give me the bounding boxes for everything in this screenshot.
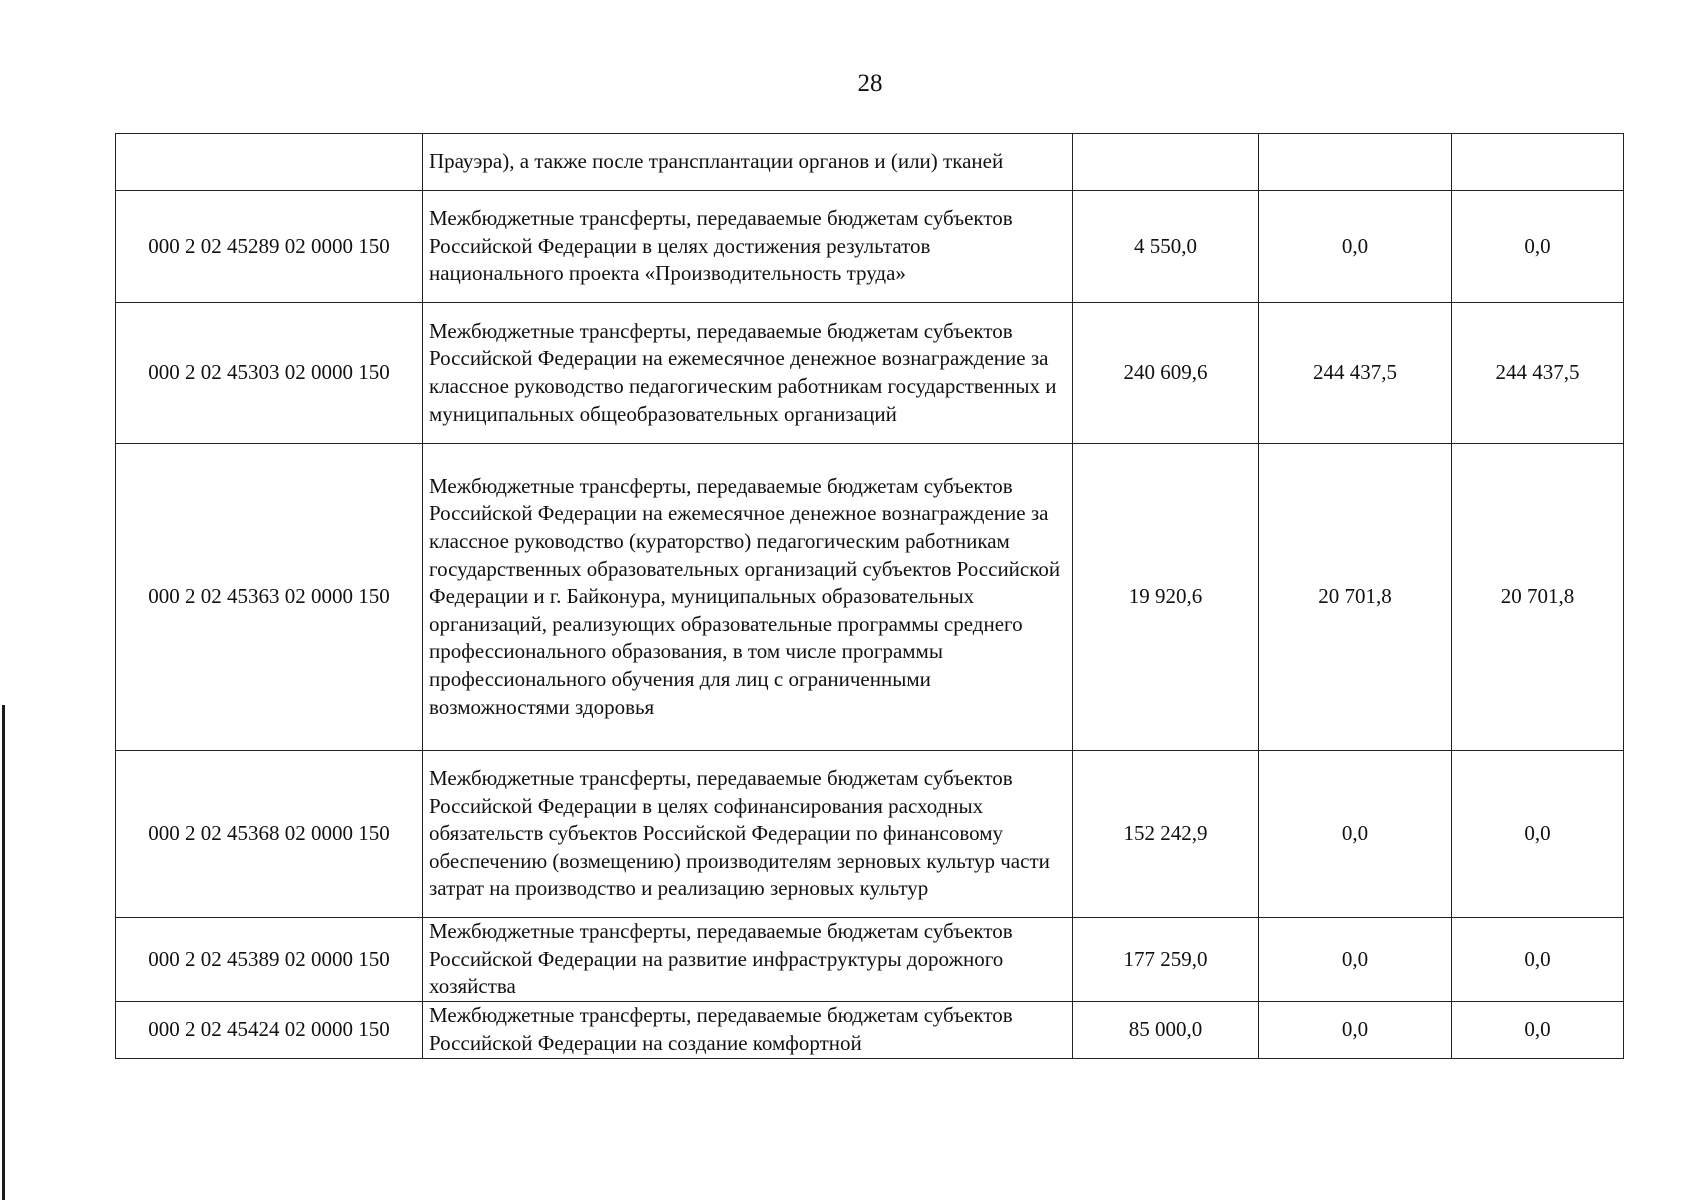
table-row	[116, 303, 1624, 444]
amount-year-1-cell: 152 242,9	[1073, 751, 1259, 918]
amount-year-3-cell: 244 437,5	[1452, 303, 1624, 444]
amount-year-2-cell: 0,0	[1259, 751, 1452, 918]
amount-year-2-cell	[1259, 134, 1452, 191]
amount-year-3-cell: 0,0	[1452, 1002, 1624, 1059]
description-cell: Межбюджетные трансферты, передаваемые бюджетам субъектов Российской Федерации в целях софинансирования расходных обязательств субъектов Российской Федерации по финансовому обеспечению (возмещению) производителям зерновых культур части затрат на производство и реализацию зерновых культур	[423, 751, 1073, 918]
description-cell: Межбюджетные трансферты, передаваемые бюджетам субъектов Российской Федерации на развитие инфраструктуры дорожного хозяйства	[423, 918, 1073, 1002]
amount-year-1-cell: 177 259,0	[1073, 918, 1259, 1002]
amount-year-3-cell: 0,0	[1452, 918, 1624, 1002]
amount-year-1-cell: 240 609,6	[1073, 303, 1259, 444]
table-row	[116, 444, 1624, 751]
description-cell: Межбюджетные трансферты, передаваемые бюджетам субъектов Российской Федерации на ежемесячное денежное вознаграждение за классное руководство педагогическим работникам государственных и муниципальных общеобразовательных организаций	[423, 303, 1073, 444]
description-cell: Межбюджетные трансферты, передаваемые бюджетам субъектов Российской Федерации на создание комфортной	[423, 1002, 1073, 1059]
table-row	[116, 134, 1624, 191]
amount-year-3-cell	[1452, 134, 1624, 191]
budget-table	[115, 133, 1624, 1059]
table-row	[116, 191, 1624, 303]
amount-year-2-cell: 0,0	[1259, 918, 1452, 1002]
revenue-code-cell	[116, 134, 423, 191]
revenue-code-cell: 000 2 02 45424 02 0000 150	[116, 1002, 423, 1059]
scan-edge-line	[2, 705, 5, 1200]
revenue-code-cell: 000 2 02 45368 02 0000 150	[116, 751, 423, 918]
table-row	[116, 751, 1624, 918]
amount-year-2-cell: 244 437,5	[1259, 303, 1452, 444]
table-row	[116, 918, 1624, 1002]
amount-year-1-cell: 85 000,0	[1073, 1002, 1259, 1059]
revenue-code-cell: 000 2 02 45303 02 0000 150	[116, 303, 423, 444]
description-cell: Прауэра), а также после трансплантации органов и (или) тканей	[423, 134, 1073, 191]
revenue-code-cell: 000 2 02 45389 02 0000 150	[116, 918, 423, 1002]
amount-year-1-cell: 4 550,0	[1073, 191, 1259, 303]
page-number: 28	[857, 70, 883, 97]
revenue-code-cell: 000 2 02 45289 02 0000 150	[116, 191, 423, 303]
amount-year-2-cell: 20 701,8	[1259, 444, 1452, 751]
amount-year-1-cell: 19 920,6	[1073, 444, 1259, 751]
amount-year-3-cell: 20 701,8	[1452, 444, 1624, 751]
amount-year-3-cell: 0,0	[1452, 751, 1624, 918]
amount-year-1-cell	[1073, 134, 1259, 191]
amount-year-2-cell: 0,0	[1259, 191, 1452, 303]
amount-year-2-cell: 0,0	[1259, 1002, 1452, 1059]
revenue-code-cell: 000 2 02 45363 02 0000 150	[116, 444, 423, 751]
description-cell: Межбюджетные трансферты, передаваемые бюджетам субъектов Российской Федерации в целях достижения результатов национального проекта «Производительность труда»	[423, 191, 1073, 303]
table-row	[116, 1002, 1624, 1059]
amount-year-3-cell: 0,0	[1452, 191, 1624, 303]
description-cell: Межбюджетные трансферты, передаваемые бюджетам субъектов Российской Федерации на ежемесячное денежное вознаграждение за классное руководство (кураторство) педагогическим работникам государственных образовательных организаций субъектов Российской Федерации и г. Байконура, муниципальных образовательных организаций, реализующих образовательные программы среднего профессионального образования, в том числе программы профессионального обучения для лиц с ограниченными возможностями здоровья	[423, 444, 1073, 751]
